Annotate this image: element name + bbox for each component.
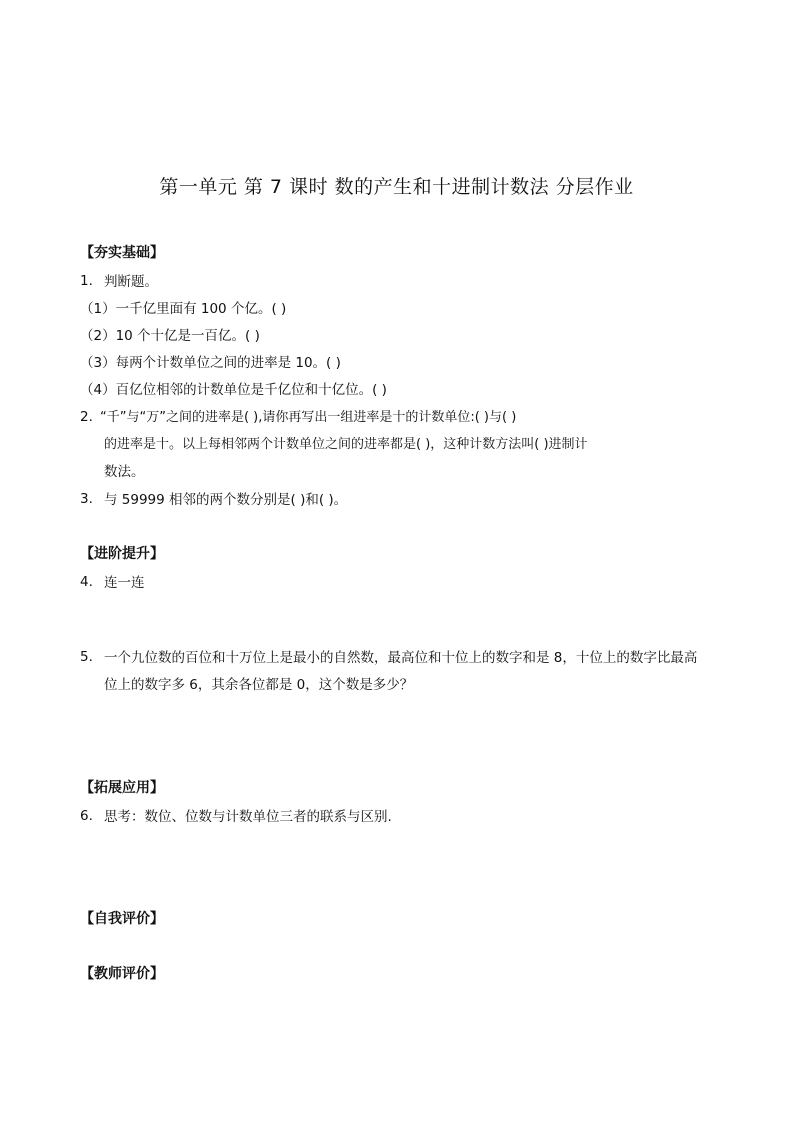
page-title: 第一单元 第 7 课时 数的产生和十进制计数法 分层作业: [159, 176, 634, 198]
q1-item-1: （1）一千亿里面有 100 个亿。( ): [80, 301, 287, 317]
q4-number: 4.: [80, 574, 93, 590]
q1-item-4: （4）百亿位相邻的计数单位是千亿位和十亿位。( ): [80, 382, 387, 398]
q1-item-3: （3）每两个计数单位之间的进率是 10。( ): [80, 355, 341, 371]
q1-stem: 判断题。: [104, 274, 158, 290]
q2-line-3: 数法。: [104, 464, 145, 480]
q2-number: 2.: [80, 409, 93, 425]
section-extension: 【拓展应用】: [80, 780, 164, 796]
q5-line-2: 位上的数字多 6，其余各位都是 0，这个数是多少？: [104, 677, 414, 693]
q5-line-1: 一个九位数的百位和十万位上是最小的自然数，最高位和十位上的数字和是 8，十位上的数字比最高: [104, 650, 698, 666]
q1-number: 1.: [80, 273, 93, 289]
q4-text: 连一连: [104, 575, 145, 591]
q2-line-2: 的进率是十。以上每相邻两个计数单位之间的进率都是( )，这种计数方法叫( )进制计: [104, 437, 588, 452]
section-basic: 【夯实基础】: [80, 245, 164, 261]
q5-number: 5.: [80, 649, 93, 665]
section-advanced: 【进阶提升】: [80, 546, 164, 562]
q1-item-2: （2）10 个十亿是一百亿。( ): [80, 328, 260, 344]
q2-line-1: “千”与“万”之间的进率是( ),请你再写出一组进率是十的计数单位:( )与( ): [100, 410, 517, 425]
q3-text: 与 59999 相邻的两个数分别是( )和( )。: [104, 492, 348, 508]
q6-text: 思考：数位、位数与计数单位三者的联系与区别.: [104, 809, 392, 825]
q3-number: 3.: [80, 491, 93, 507]
section-self-evaluation: 【自我评价】: [80, 911, 164, 927]
section-teacher-evaluation: 【教师评价】: [80, 966, 164, 982]
q6-number: 6.: [80, 808, 93, 824]
